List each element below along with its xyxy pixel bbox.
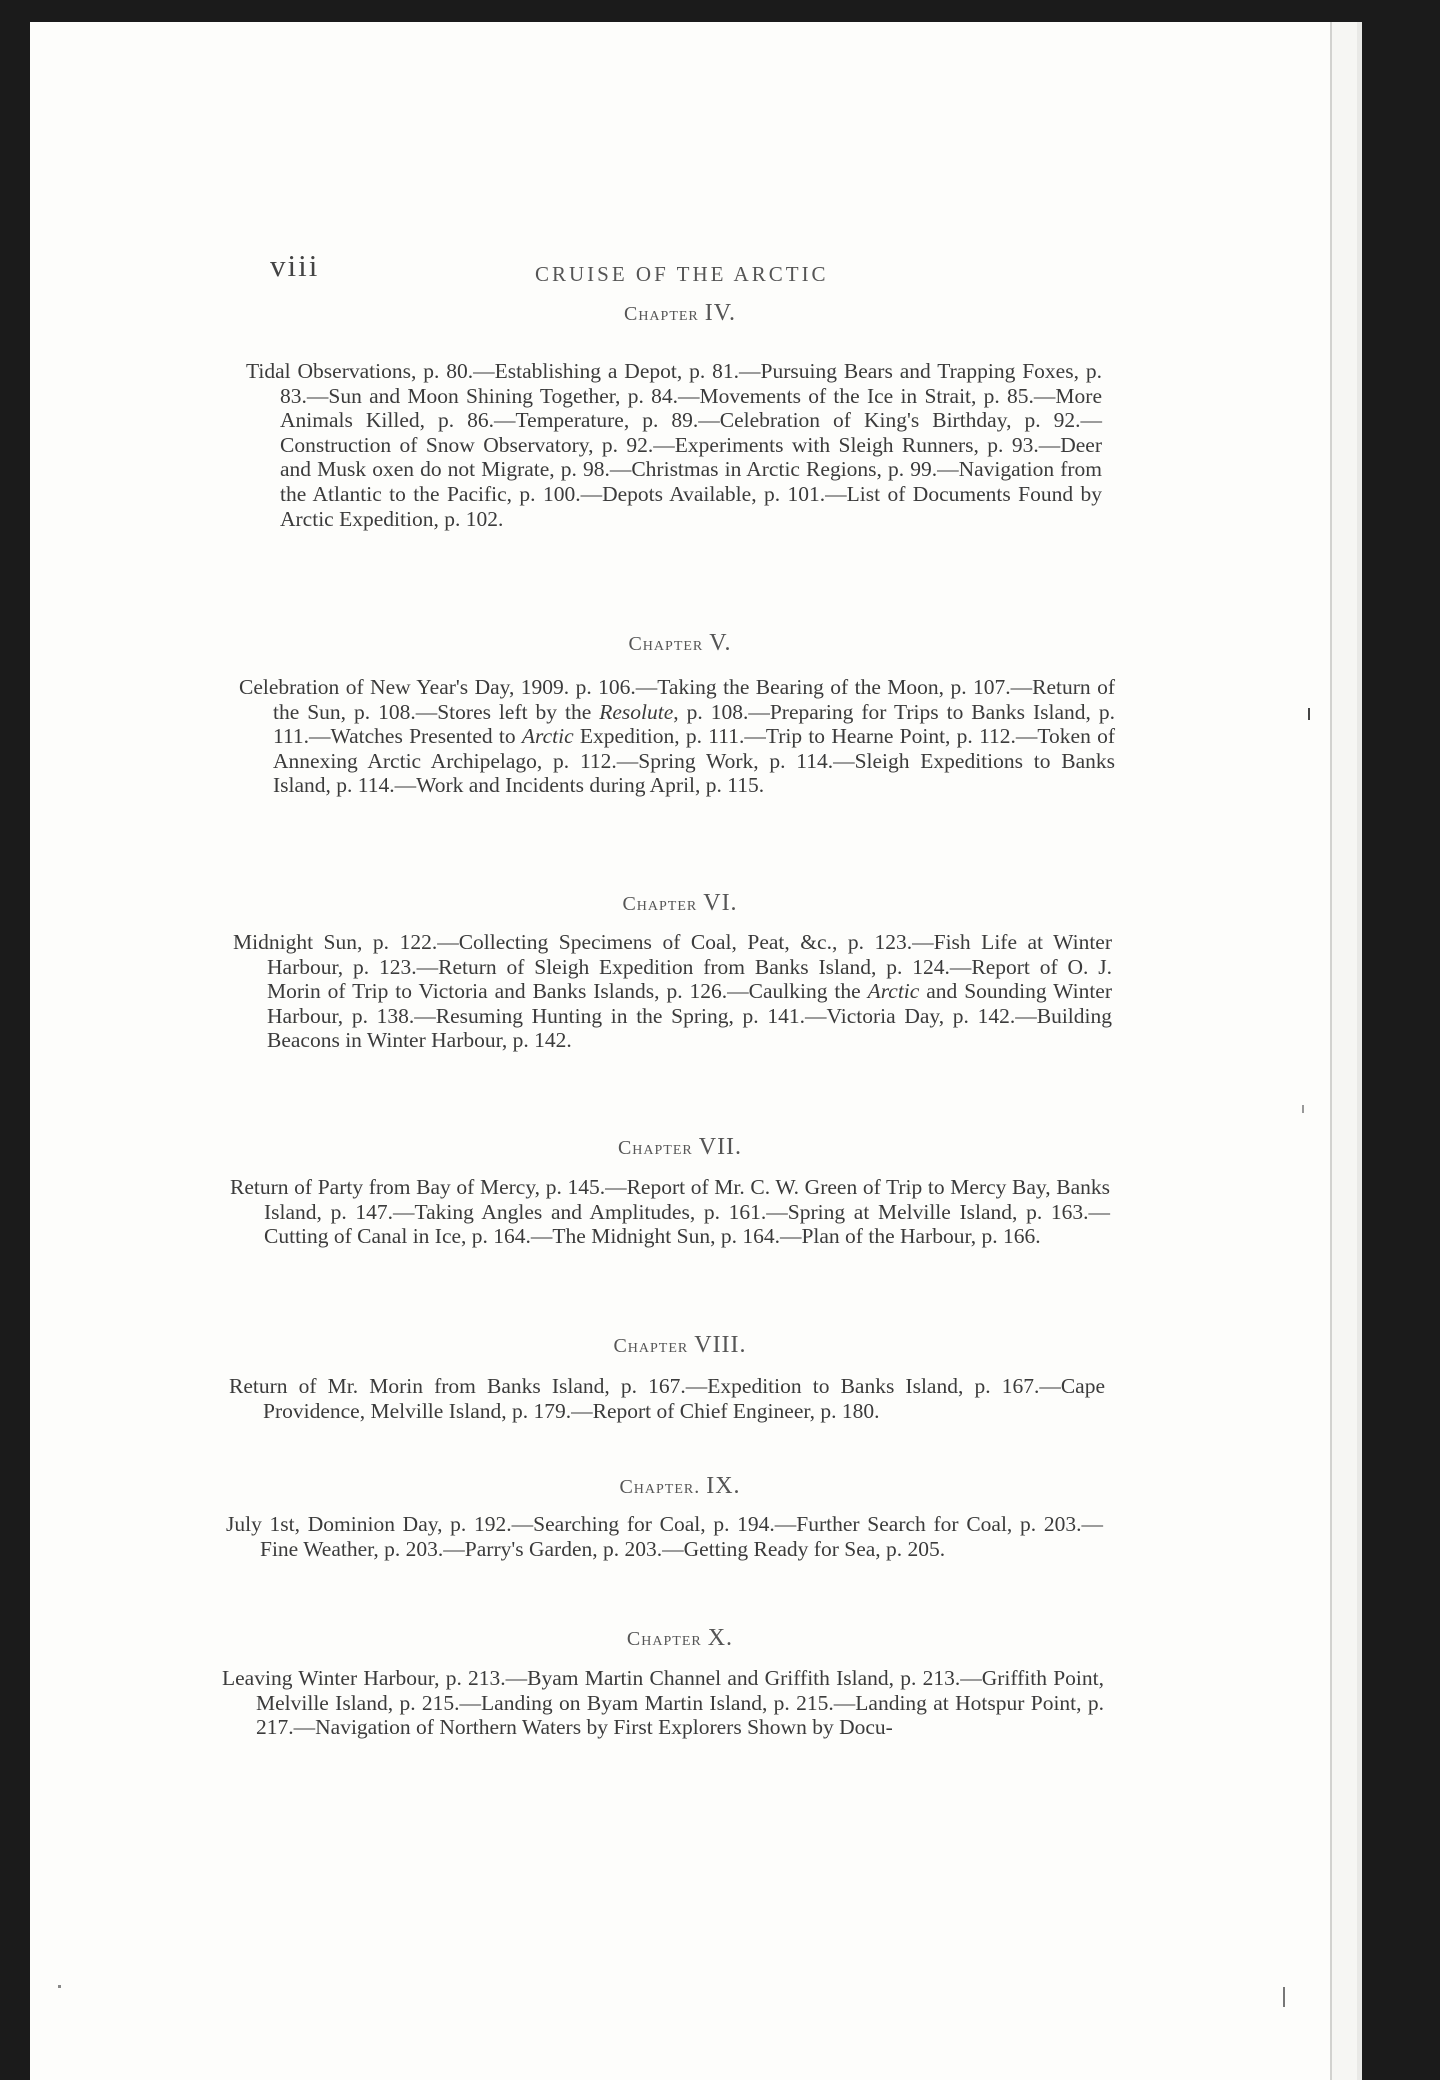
- chapter-5-heading: [30, 630, 1330, 657]
- chapter-label: Chapter.: [619, 1476, 701, 1498]
- chapter-label: Chapter: [623, 303, 699, 325]
- chapter-9-heading: [30, 1473, 1330, 1500]
- scan-speck: [58, 1985, 61, 1988]
- chapter-8-heading: [30, 1332, 1330, 1359]
- chapter-numeral: IX.: [706, 1473, 741, 1499]
- chapter-numeral: VI.: [703, 890, 738, 916]
- chapter-4-heading: [30, 300, 1330, 327]
- chapter-label: Chapter: [617, 1137, 693, 1159]
- book-page: [30, 22, 1330, 2080]
- scan-speck: [1283, 1987, 1285, 2007]
- chapter-7-synopsis: Return of Party from Bay of Mercy, p. 145.—Report of Mr. C. W. Green of Trip to Mercy Bay, Banks Island, p. 147.—Taking Angles and Amplitudes, p. 161.—Spring at Melville Island, p. 163.—Cutting of Canal in Ice, p. 164.—The Midnight Sun, p. 164.—Plan of the Harbour, p. 166.: [230, 1175, 1110, 1249]
- ship-name-arctic: Arctic: [867, 979, 920, 1004]
- ship-name-arctic: Arctic: [521, 724, 574, 749]
- ship-name-resolute: Resolute: [599, 699, 674, 724]
- scan-speck: [1302, 1105, 1304, 1113]
- chapter-label: Chapter: [628, 633, 704, 655]
- chapter-4-synopsis: Tidal Observations, p. 80.—Establishing a Depot, p. 81.—Pursuing Bears and Trapping Foxes, p. 83.—Sun and Moon Shining Together, p. 84.—Movements of the Ice in Strait, p. 85.—More Animals Killed, p. 86.—Temperature, p. 89.—Celebration of King's Birthday, p. 92.—Construction of Snow Observatory, p. 92.—Experiments with Sleigh Runners, p. 93.—Deer and Musk oxen do not Migrate, p. 98.—Christmas in Arctic Regions, p. 99.—Navigation from the Atlantic to the Pacific, p. 100.—Depots Available, p. 101.—List of Documents Found by Arctic Expedition, p. 102.: [246, 359, 1102, 531]
- chapter-label: Chapter: [626, 1628, 702, 1650]
- chapter-5-synopsis: Celebration of New Year's Day, 1909. p. 106.—Taking the Bearing of the Moon, p. 107.—Return of the Sun, p. 108.—Stores left by the Resolute, p. 108.—Preparing for Trips to Banks Island, p. 111.—Watches Presented to Arctic Expedition, p. 111.—Trip to Hearne Point, p. 112.—Token of Annexing Arctic Archipelago, p. 112.—Spring Work, p. 114.—Sleigh Expeditions to Banks Island, p. 114.—Work and Incidents during April, p. 115.: [239, 675, 1115, 798]
- scan-speck: [1308, 708, 1310, 720]
- chapter-10-heading: [30, 1625, 1330, 1652]
- chapter-9-synopsis: July 1st, Dominion Day, p. 192.—Searching for Coal, p. 194.—Further Search for Coal, p. 203.—Fine Weather, p. 203.—Parry's Garden, p. 203.—Getting Ready for Sea, p. 205.: [226, 1512, 1103, 1561]
- page-edge-outer: [1357, 22, 1362, 2080]
- chapter-label: Chapter: [622, 893, 698, 915]
- chapter-numeral: VIII.: [694, 1332, 747, 1358]
- running-title: CRUISE OF THE ARCTIC: [535, 262, 829, 286]
- chapter-10-synopsis: Leaving Winter Harbour, p. 213.—Byam Martin Channel and Griffith Island, p. 213.—Griffith Point, Melville Island, p. 215.—Landing on Byam Martin Island, p. 215.—Landing at Hotspur Point, p. 217.—Navigation of Northern Waters by First Explorers Shown by Docu-: [222, 1666, 1104, 1740]
- chapter-numeral: X.: [707, 1625, 734, 1651]
- chapter-numeral: V.: [709, 630, 732, 656]
- chapter-6-synopsis: Midnight Sun, p. 122.—Collecting Specimens of Coal, Peat, &c., p. 123.—Fish Life at Winter Harbour, p. 123.—Return of Sleigh Expedition from Banks Island, p. 124.—Report of O. J. Morin of Trip to Victoria and Banks Islands, p. 126.—Caulking the Arctic and Sounding Winter Harbour, p. 138.—Resuming Hunting in the Spring, p. 141.—Victoria Day, p. 142.—Building Beacons in Winter Harbour, p. 142.: [233, 930, 1112, 1053]
- chapter-numeral: IV.: [704, 300, 737, 326]
- chapter-7-heading: [30, 1134, 1330, 1161]
- page-edge: [1330, 22, 1357, 2080]
- chapter-8-synopsis: Return of Mr. Morin from Banks Island, p. 167.—Expedition to Banks Island, p. 167.—Cape Providence, Melville Island, p. 179.—Report of Chief Engineer, p. 180.: [229, 1374, 1105, 1423]
- chapter-numeral: VII.: [698, 1134, 743, 1160]
- page-number: viii: [270, 248, 320, 283]
- chapter-6-heading: [30, 890, 1330, 917]
- chapter-label: Chapter: [613, 1335, 689, 1357]
